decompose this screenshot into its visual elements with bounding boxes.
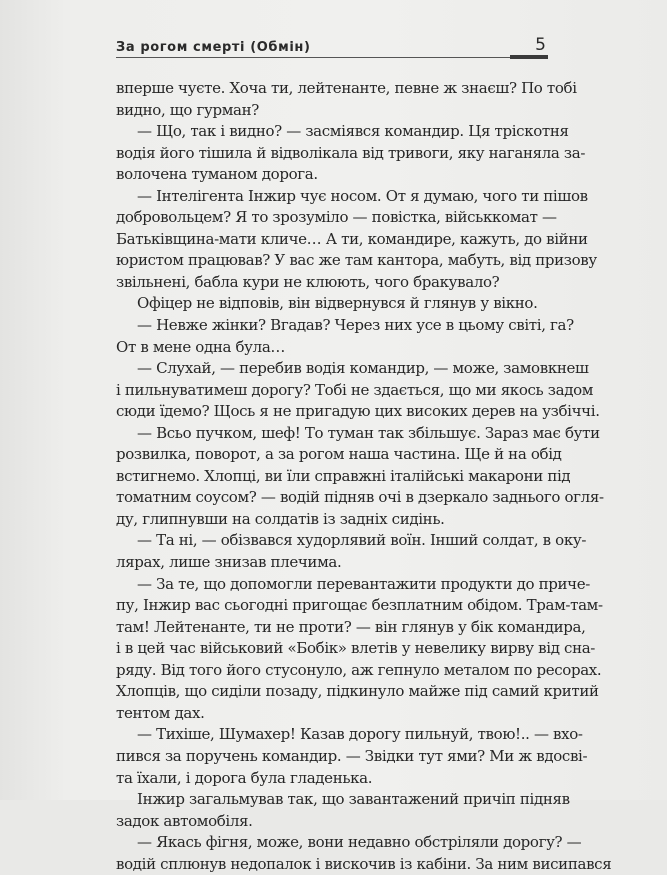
text-line: — Що, так і видно? — засміявся командир. Ця тріскотня — [137, 122, 569, 141]
text-line: Хлопців, що сиділи позаду, підкинуло майже під самий критий — [116, 682, 599, 701]
text-line: — Всьо пучком, шеф! То туман так збільшує. Зараз має бути — [137, 423, 600, 442]
text-line: і пильнуватимеш дорогу? Тобі не здається, що ми якось задом — [116, 380, 594, 399]
text-line: задок автомобіля. — [116, 811, 253, 830]
page-number: 5 — [535, 35, 546, 55]
text-line: ду, глипнувши на солдатів із задніх сидінь. — [116, 509, 445, 528]
text-line: лярах, лише знизав плечима. — [116, 553, 342, 572]
text-line: видно, що гурман? — [116, 100, 259, 119]
text-line: встигнемо. Хлопці, ви їли справжні італійські макарони під — [116, 466, 571, 485]
text-line: звільнені, бабла кури не клюють, чого бракувало? — [116, 272, 500, 291]
text-line: добровольцем? Я то зрозуміло — повістка, військкомат — — [116, 208, 557, 227]
text-line: тентом дах. — [116, 703, 205, 722]
text-line: та їхали, і дорога була гладенька. — [116, 768, 373, 787]
page-header — [116, 34, 548, 60]
text-line: — Слухай, — перебив водія командир, — може, замовкнеш — [137, 359, 589, 378]
text-line: — Тихіше, Шумахер! Казав дорогу пильнуй, твою!.. — вхо- — [137, 725, 583, 744]
text-line: Інжир загальмував так, що завантажений причіп підняв — [137, 790, 570, 809]
text-line: — Інтелігента Інжир чує носом. От я думаю, чого ти пішов — [137, 186, 588, 205]
text-line: Батьківщина-мати кличе… А ти, командире, кажуть, до війни — [116, 229, 588, 248]
text-line: пився за поручень командир. — Звідки тут ями? Ми ж вдосві- — [116, 746, 588, 765]
header-rule-mark — [510, 55, 548, 59]
text-line: там! Лейтенанте, ти не проти? — він глянув у бік командира, — [116, 617, 586, 636]
text-line: — За те, що допомогли перевантажити продукти до приче- — [137, 574, 590, 593]
text-line: водій сплюнув недопалок і вискочив із кабіни. За ним висипався — [116, 854, 612, 873]
text-line: пу, Інжир вас сьогодні пригощає безплатним обідом. Трам-там- — [116, 596, 603, 615]
text-line: вперше чуєте. Хоча ти, лейтенанте, певне ж знаєш? По тобі — [116, 79, 577, 97]
text-line: юристом працював? У вас же там кантора, мабуть, від призову — [116, 251, 597, 270]
text-line: ряду. Від того його стусонуло, аж гепнуло металом по ресорах. — [116, 660, 602, 679]
text-line: — Невже жінки? Вгадав? Через них усе в цьому світі, га? — [137, 316, 574, 335]
text-line: — Якась фігня, може, вони недавно обстріляли дорогу? — — [137, 833, 582, 852]
text-line: томатним соусом? — водій підняв очі в дзеркало заднього огля- — [116, 488, 604, 507]
header-rule — [116, 57, 548, 58]
running-title: За рогом смерті (Обмін) — [116, 40, 311, 55]
text-line: водія його тішила й відволікала від тривоги, яку наганяла за- — [116, 143, 586, 162]
text-line: волочена туманом дорога. — [116, 165, 318, 184]
text-line: розвилка, поворот, а за рогом наша частина. Ще й на обід — [116, 445, 562, 464]
text-line: і в цей час військовий «Бобік» влетів у невелику вирву від сна- — [116, 639, 596, 658]
text-line: От в мене одна була… — [116, 337, 286, 356]
text-line: сюди їдемо? Щось я не пригадую цих високих дерев на узбіччі. — [116, 402, 600, 421]
text-line: — Та ні, — обізвався худорлявий воїн. Інший солдат, в оку- — [137, 531, 587, 550]
text-line: Офіцер не відповів, він відвернувся й глянув у вікно. — [137, 294, 538, 313]
body-text — [116, 78, 612, 875]
